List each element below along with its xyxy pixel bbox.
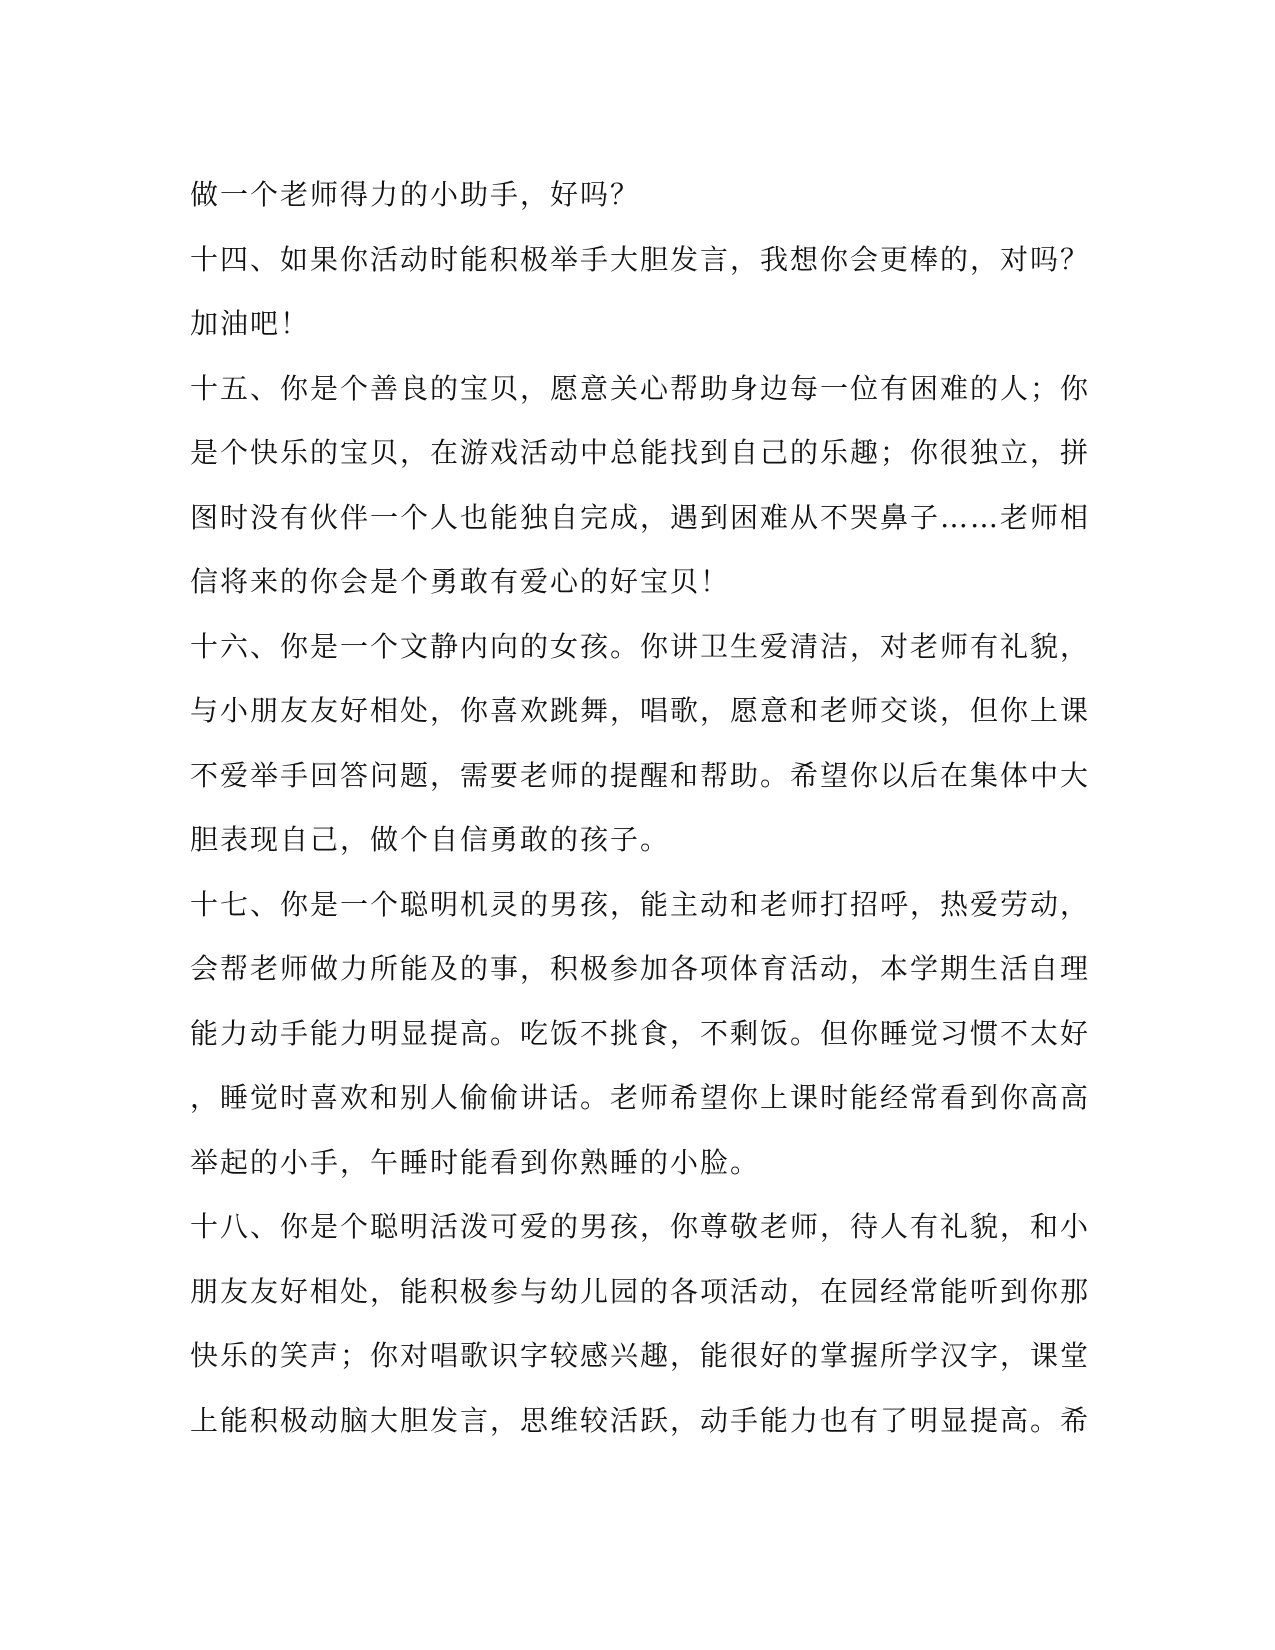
text-line: 做一个老师得力的小助手，好吗？ bbox=[190, 178, 641, 211]
text-line: 十六、你是一个文静内向的女孩。你讲卫生爱清洁，对老师有礼貌， bbox=[190, 629, 1091, 663]
text-line: 十七、你是一个聪明机灵的男孩，能主动和老师打招呼，热爱劳动， bbox=[190, 887, 1091, 921]
text-line: 朋友友好相处，能积极参与幼儿园的各项活动，在园经常能听到你那 bbox=[190, 1274, 1091, 1308]
text-line: 图时没有伙伴一个人也能独自完成，遇到困难从不哭鼻子……老师相 bbox=[190, 500, 1091, 534]
text-line: 会帮老师做力所能及的事，积极参加各项体育活动，本学期生活自理 bbox=[190, 952, 1091, 985]
text-line: 十四、如果你活动时能积极举手大胆发言，我想你会更棒的，对吗？ bbox=[190, 242, 1091, 276]
text-line: 与小朋友友好相处，你喜欢跳舞，唱歌，愿意和老师交谈，但你上课 bbox=[190, 694, 1091, 727]
text-line: 胆表现自己，做个自信勇敢的孩子。 bbox=[190, 823, 671, 856]
text-line: 不爱举手回答问题，需要老师的提醒和帮助。希望你以后在集体中大 bbox=[190, 758, 1091, 792]
text-line: 举起的小手，午睡时能看到你熟睡的小脸。 bbox=[190, 1145, 761, 1179]
text-line: 十八、你是个聪明活泼可爱的男孩，你尊敬老师，待人有礼貌，和小 bbox=[190, 1210, 1091, 1243]
text-line: 上能积极动脑大胆发言，思维较活跃，动手能力也有了明显提高。希 bbox=[190, 1403, 1091, 1437]
document-body bbox=[190, 163, 1091, 1453]
text-line: ，睡觉时喜欢和别人偷偷讲话。老师希望你上课时能经常看到你高高 bbox=[190, 1081, 1091, 1114]
text-line: 是个快乐的宝贝，在游戏活动中总能找到自己的乐趣；你很独立，拼 bbox=[190, 436, 1091, 469]
text-line: 能力动手能力明显提高。吃饭不挑食，不剩饭。但你睡觉习惯不太好 bbox=[190, 1016, 1091, 1050]
text-line: 快乐的笑声；你对唱歌识字较感兴趣，能很好的掌握所学汉字，课堂 bbox=[190, 1339, 1091, 1372]
text-line: 十五、你是个善良的宝贝，愿意关心帮助身边每一位有困难的人；你 bbox=[190, 371, 1091, 405]
text-line: 加油吧！ bbox=[190, 307, 311, 340]
text-line: 信将来的你会是个勇敢有爱心的好宝贝！ bbox=[190, 565, 731, 598]
